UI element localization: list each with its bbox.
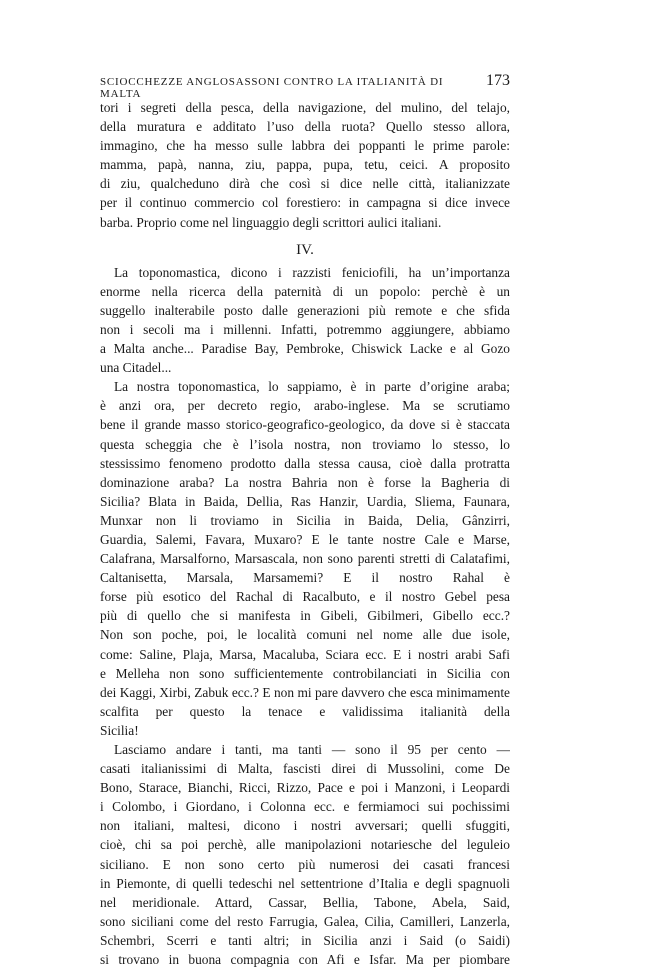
text-line: dei Kaggi, Xirbi, Zabuk ecc.? E non mi pare davvero che esca minimamente bbox=[100, 684, 510, 700]
text-line: scalfita per questo la tenace e validissima italianità della bbox=[100, 703, 510, 719]
paragraph-1 bbox=[100, 98, 510, 232]
text-line: La toponomastica, dicono i razzisti feniciofili, ha un’importanza bbox=[114, 264, 510, 280]
text-line: Non son poche, poi, le località comuni nel nome alle due isole, bbox=[100, 627, 510, 643]
text-line: barba. Proprio come nel linguaggio degli scrittori aulici italiani. bbox=[100, 214, 442, 230]
text-line: si trovano in buona compagnia con Afi e Isfar. Ma per piombare bbox=[100, 952, 510, 968]
text-line: sono siciliani come del resto Farrugia, Galea, Cilia, Camilleri, Lanzerla, bbox=[100, 913, 510, 929]
text-line: Calafrana, Marsalforno, Marsascala, non sono parenti stretti di Calatafimi, bbox=[100, 551, 510, 567]
text-line: questa scheggia che è l’isola nostra, non troviamo lo stesso, lo bbox=[100, 436, 510, 452]
text-line: Sicilia? Blata in Baida, Dellia, Ras Hanzir, Uardia, Sliema, Faunara, bbox=[100, 493, 510, 509]
text-line: Caltanisetta, Marsala, Marsamemi? E il nostro Rahal è bbox=[100, 570, 510, 586]
text-line: nel meridionale. Attard, Cassar, Bellia, Tabone, Abela, Said, bbox=[100, 894, 510, 910]
text-line: Munxar non li troviamo in Sicilia in Baida, Delia, Gânzirri, bbox=[100, 512, 510, 528]
text-line: enorme nella ricerca della paternità di un popolo: perchè è un bbox=[100, 283, 510, 299]
text-line: mamma, papà, nanna, ziu, pappa, pupa, tetu, ceici. A proposito bbox=[100, 157, 510, 173]
text-line: in Piemonte, di quelli tedeschi nel settentrione d’Italia e degli spagnuoli bbox=[100, 875, 510, 891]
page bbox=[100, 72, 510, 969]
text-line: siciliano. E non sono certo più numerosi dei casati francesi bbox=[100, 856, 510, 872]
text-line: non i secoli ma i millenni. Infatti, potremmo aggiungere, abbiamo bbox=[100, 321, 510, 337]
text-line: una Citadel... bbox=[100, 360, 172, 376]
paragraph-2 bbox=[100, 263, 510, 378]
text-line: cioè, chi sa poi perchè, alle manipolazioni notariesche del leguleio bbox=[100, 837, 510, 853]
text-line: immagino, che ha messo sulle labbra dei poppanti le prime parole: bbox=[100, 138, 510, 154]
text-line: Guardia, Salemi, Favara, Muxaro? E le tante nostre Cale e Marse, bbox=[100, 531, 510, 547]
text-line: di ziu, qualcheduno dirà che così si dice nelle città, italianizzate bbox=[100, 176, 510, 192]
running-head bbox=[100, 72, 510, 98]
text-line: e Melleha non sono sufficientemente controbilanciati in Sicilia con bbox=[100, 665, 510, 681]
text-line: della muratura e additato l’uso della ruota? Quello stesso allora, bbox=[100, 119, 510, 135]
paragraph-4 bbox=[100, 740, 510, 969]
text-line: più di quello che si manifesta in Gibeli, Gibilmeri, Gibello ecc.? bbox=[100, 608, 510, 624]
page-number: 173 bbox=[486, 72, 510, 89]
text-line: La nostra toponomastica, lo sappiamo, è in parte d’origine araba; bbox=[114, 379, 510, 395]
section-number: IV. bbox=[296, 241, 314, 258]
text-line: forse più esotico del Rachal di Racalbuto, e il nostro Gebel pesa bbox=[100, 589, 510, 605]
text-line: dominazione araba? La nostra Bahria non è forse la Bagheria di bbox=[100, 474, 510, 490]
text-line: suggello inalterabile posto dalle generazioni più remote e che sfida bbox=[100, 302, 510, 318]
text-line: Sicilia! bbox=[100, 722, 139, 738]
text-line: è anzi ora, per decreto regio, arabo-inglese. Ma se scrutiamo bbox=[100, 398, 510, 414]
text-line: come: Saline, Plaja, Marsa, Macaluba, Sciara ecc. E i nostri arabi Safi bbox=[100, 646, 510, 662]
running-title: SCIOCCHEZZE ANGLOSASSONI CONTRO LA ITALIANITÀ DI MALTA bbox=[100, 76, 444, 100]
body-text bbox=[100, 98, 510, 969]
text-line: casati italianissimi di Malta, fascisti direi di Mussolini, come De bbox=[100, 761, 510, 777]
text-line: non italiani, maltesi, dicono i nostri avversari; quelli sfuggiti, bbox=[100, 818, 510, 834]
text-line: per il continuo commercio col forestiero: in campagna si dice invece bbox=[100, 195, 510, 211]
text-line: tori i segreti della pesca, della navigazione, del mulino, del telajo, bbox=[100, 100, 510, 115]
paragraph-3 bbox=[100, 377, 510, 740]
text-line: a Malta anche... Paradise Bay, Pembroke, Chiswick Lacke e al Gozo bbox=[100, 341, 510, 357]
text-line: stessissimo fenomeno prodotto dalla stessa causa, cioè dalla protratta bbox=[100, 455, 510, 471]
text-line: Lasciamo andare i tanti, ma tanti — sono il 95 per cento — bbox=[114, 742, 510, 757]
text-line: Schembri, Scerri e tanti altri; in Sicilia anzi i Said (o Saidi) bbox=[100, 932, 510, 948]
text-line: Bono, Starace, Bianchi, Ricci, Rizzo, Pace e poi i Manzoni, i Leopardi bbox=[100, 780, 510, 796]
text-line: i Colombo, i Giordano, i Colonna ecc. e fermiamoci sui pochissimi bbox=[100, 799, 510, 815]
text-line: bene il grande masso storico-geografico-geologico, da dove si è staccata bbox=[100, 417, 510, 433]
